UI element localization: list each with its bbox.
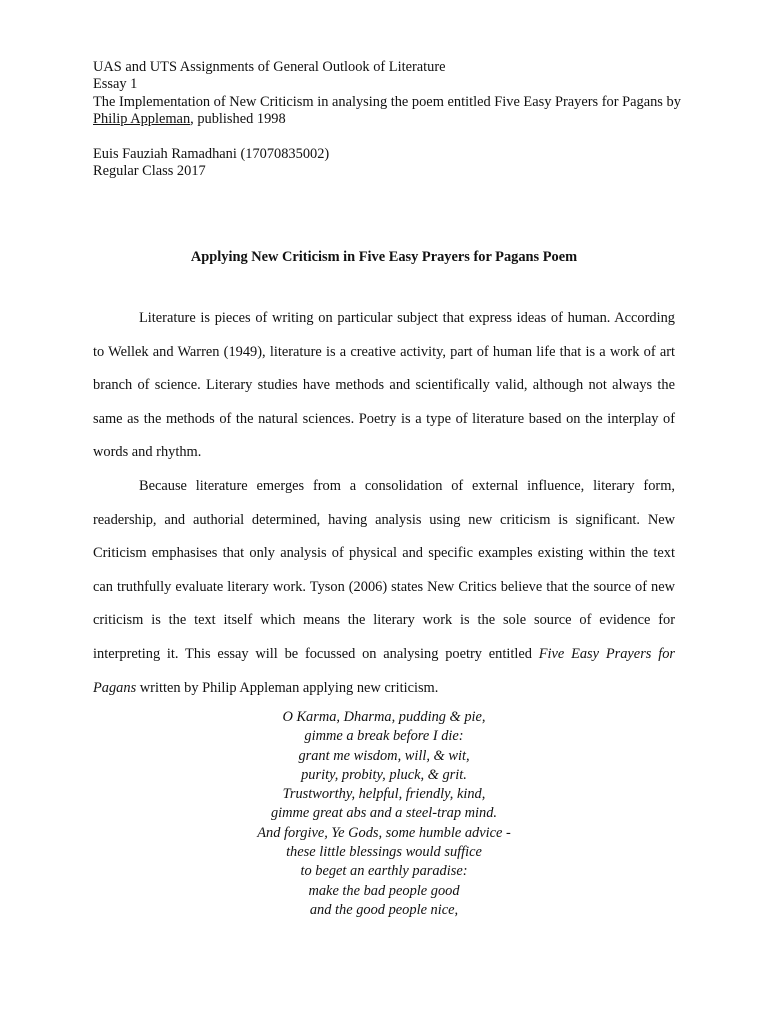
poem-line: Trustworthy, helpful, friendly, kind, [282, 786, 486, 803]
essay-subject-text: The Implementation of New Criticism in analysing the poem entitled Five Easy Prayers for Pagans by [93, 93, 681, 110]
essay-title: Applying New Criticism in Five Easy Prayers for Pagans Poem [190, 249, 578, 265]
essay-subject-suffix: , published 1998 [190, 111, 286, 128]
essay-subject [93, 94, 693, 129]
assignment-title: UAS and UTS Assignments of General Outlook of Literature [93, 59, 446, 75]
poem-line: purity, probity, pluck, & grit. [301, 766, 467, 783]
student-name: Euis Fauziah Ramadhani (17070835002) [93, 145, 330, 162]
poem-line: O Karma, Dharma, pudding & pie, [282, 709, 486, 725]
paragraph-2-ending: written by Philip Appleman applying new criticism. [136, 679, 439, 696]
document-header [93, 59, 693, 180]
paragraph-2 [93, 470, 675, 705]
poem-line: gimme great abs and a steel-trap mind. [270, 805, 498, 822]
poem-line: gimme a break before I die: [304, 728, 464, 745]
poem-line: to beget an earthly paradise: [300, 863, 468, 880]
poem-line: And forgive, Ye Gods, some humble advice - [257, 824, 511, 841]
paragraph-2-text: Because literature emerges from a consolidation of external influence, literary form, readership, and authorial determined, having analysis using new criticism is significant. New Criticism emphasises that only analysis of physical and specific examples existing within the text can truthfully evaluate literary work. Tyson (2006) states New Critics believe that the source of new criticism is the text itself which means the literary work is the sole source of evidence for interpreting it. This essay will be focussed on analysing poetry entitled [93, 477, 675, 662]
poem-line: and the good people nice, [309, 901, 459, 918]
poem-title-italic: Five Easy Prayers for Pagans [93, 645, 675, 696]
poem-line: grant me wisdom, will, & wit, [298, 747, 470, 764]
class-info: Regular Class 2017 [93, 163, 206, 180]
poem-line: these little blessings would suffice [286, 844, 482, 861]
paragraph-1: Literature is pieces of writing on particular subject that express ideas of human. According to Wellek and Warren (1949), literature is a creative activity, part of human life that is a work of art branch of science. Literary studies have methods and scientifically valid, although not always the same as the methods of the natural sciences. Poetry is a type of literature based on the interplay of words and rhythm. [93, 310, 675, 461]
poem-line: make the bad people good [308, 882, 460, 899]
essay-number: Essay 1 [93, 76, 138, 93]
poem-excerpt [93, 708, 675, 920]
poet-name: Philip Appleman [93, 111, 191, 128]
essay-body [93, 302, 675, 705]
